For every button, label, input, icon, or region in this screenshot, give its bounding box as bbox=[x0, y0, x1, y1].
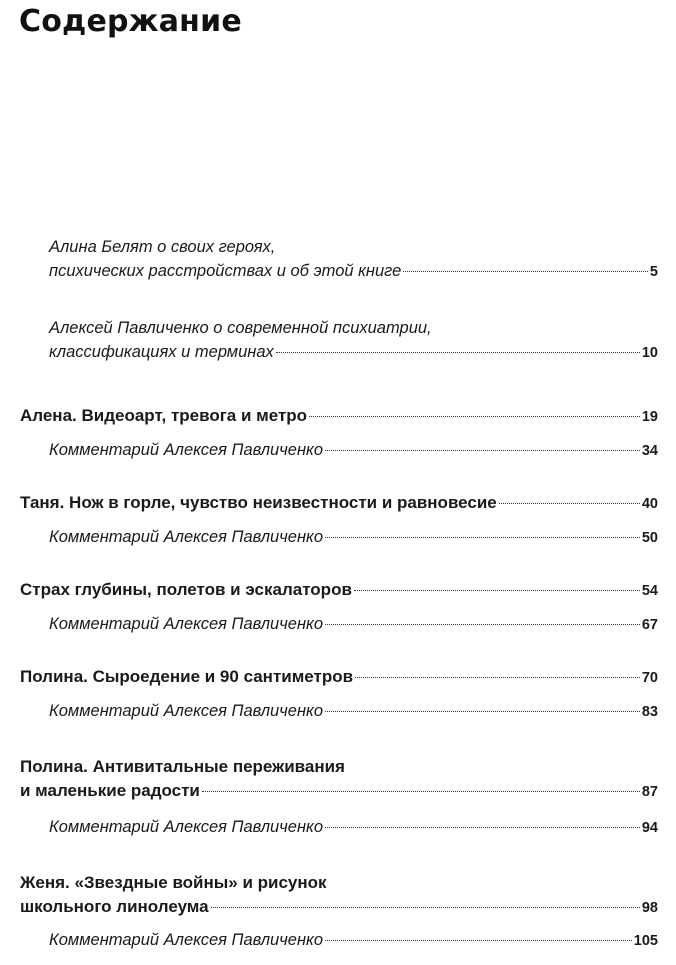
dot-leader bbox=[325, 624, 640, 625]
page-title: Содержание bbox=[19, 4, 242, 39]
toc-line bbox=[49, 438, 658, 462]
toc-page-number: 5 bbox=[649, 264, 658, 280]
toc-entry-title: школьного линолеума bbox=[20, 897, 209, 916]
toc-entry-title: и маленькие радости bbox=[20, 781, 200, 800]
toc-entry-title: Комментарий Алексея Павличенко bbox=[49, 528, 323, 546]
dot-leader bbox=[309, 416, 640, 417]
dot-leader bbox=[325, 827, 640, 828]
toc-subentry bbox=[49, 235, 658, 283]
toc-line bbox=[20, 779, 658, 803]
toc-line bbox=[49, 316, 658, 340]
toc-line bbox=[20, 755, 658, 779]
toc-line bbox=[49, 815, 658, 839]
dot-leader bbox=[276, 352, 640, 353]
toc-entry-title: Женя. «Звездные войны» и рисунок bbox=[20, 873, 327, 892]
toc-entry-title: Комментарий Алексея Павличенко bbox=[49, 931, 323, 949]
toc-page-number: 10 bbox=[641, 345, 658, 361]
dot-leader bbox=[202, 791, 640, 792]
toc-entry-title: Алина Белят о своих героях, bbox=[49, 238, 276, 256]
toc-line bbox=[49, 928, 658, 952]
toc-line bbox=[20, 491, 658, 515]
dot-leader bbox=[211, 907, 640, 908]
toc-entry-title: Алена. Видеоарт, тревога и метро bbox=[20, 406, 308, 425]
toc-line bbox=[49, 259, 658, 283]
toc-subentry bbox=[49, 928, 658, 952]
toc-line bbox=[49, 235, 658, 259]
toc-chapter-entry bbox=[20, 871, 658, 919]
toc-chapter-entry bbox=[20, 578, 658, 602]
dot-leader bbox=[325, 711, 640, 712]
toc-line bbox=[49, 612, 658, 636]
toc-page-number: 54 bbox=[641, 583, 658, 599]
toc-line bbox=[20, 578, 658, 602]
toc-entry-title: Полина. Сыроедение и 90 сантиметров bbox=[20, 667, 354, 686]
toc-page-number: 40 bbox=[641, 496, 658, 512]
toc-line bbox=[49, 699, 658, 723]
toc-line bbox=[49, 340, 658, 364]
toc-subentry bbox=[49, 612, 658, 636]
toc-line bbox=[20, 871, 658, 895]
dot-leader bbox=[354, 590, 640, 591]
toc-subentry bbox=[49, 815, 658, 839]
dot-leader bbox=[499, 503, 640, 504]
dot-leader bbox=[325, 537, 640, 538]
toc-entry-title: Комментарий Алексея Павличенко bbox=[49, 818, 323, 836]
toc-entry-title: Комментарий Алексея Павличенко bbox=[49, 702, 323, 720]
toc-page-number: 19 bbox=[641, 409, 658, 425]
dot-leader bbox=[355, 677, 640, 678]
toc-page-number: 83 bbox=[641, 704, 658, 720]
toc-chapter-entry bbox=[20, 491, 658, 515]
toc-entry-title: Алексей Павличенко о современной психиатрии, bbox=[49, 319, 432, 337]
toc-page-number: 105 bbox=[633, 933, 658, 949]
toc-entry-title: Таня. Нож в горле, чувство неизвестности и равновесие bbox=[20, 493, 497, 512]
dot-leader bbox=[403, 271, 648, 272]
dot-leader bbox=[325, 450, 640, 451]
toc-chapter-entry bbox=[20, 755, 658, 803]
toc-subentry bbox=[49, 438, 658, 462]
toc-subentry bbox=[49, 525, 658, 549]
toc-chapter-entry bbox=[20, 665, 658, 689]
toc-page-number: 94 bbox=[641, 820, 658, 836]
toc-line bbox=[20, 665, 658, 689]
toc-entry-title: Комментарий Алексея Павличенко bbox=[49, 615, 323, 633]
toc-page-number: 67 bbox=[641, 617, 658, 633]
toc-line bbox=[49, 525, 658, 549]
toc-subentry bbox=[49, 699, 658, 723]
toc-entry-title: классификациях и терминах bbox=[49, 343, 274, 361]
toc-page-number: 70 bbox=[641, 670, 658, 686]
toc-line bbox=[20, 404, 658, 428]
toc-entry-title: Страх глубины, полетов и эскалаторов bbox=[20, 580, 352, 599]
toc-page-number: 34 bbox=[641, 443, 658, 459]
dot-leader bbox=[325, 940, 632, 941]
toc-page-number: 98 bbox=[641, 900, 658, 916]
toc-page-number: 87 bbox=[641, 784, 658, 800]
toc-entry-title: Полина. Антивитальные переживания bbox=[20, 757, 345, 776]
toc-subentry bbox=[49, 316, 658, 364]
toc-line bbox=[20, 895, 658, 919]
toc-page-number: 50 bbox=[641, 530, 658, 546]
toc-entry-title: Комментарий Алексея Павличенко bbox=[49, 441, 323, 459]
toc-entry-title: психических расстройствах и об этой книге bbox=[49, 262, 402, 280]
toc-chapter-entry bbox=[20, 404, 658, 428]
